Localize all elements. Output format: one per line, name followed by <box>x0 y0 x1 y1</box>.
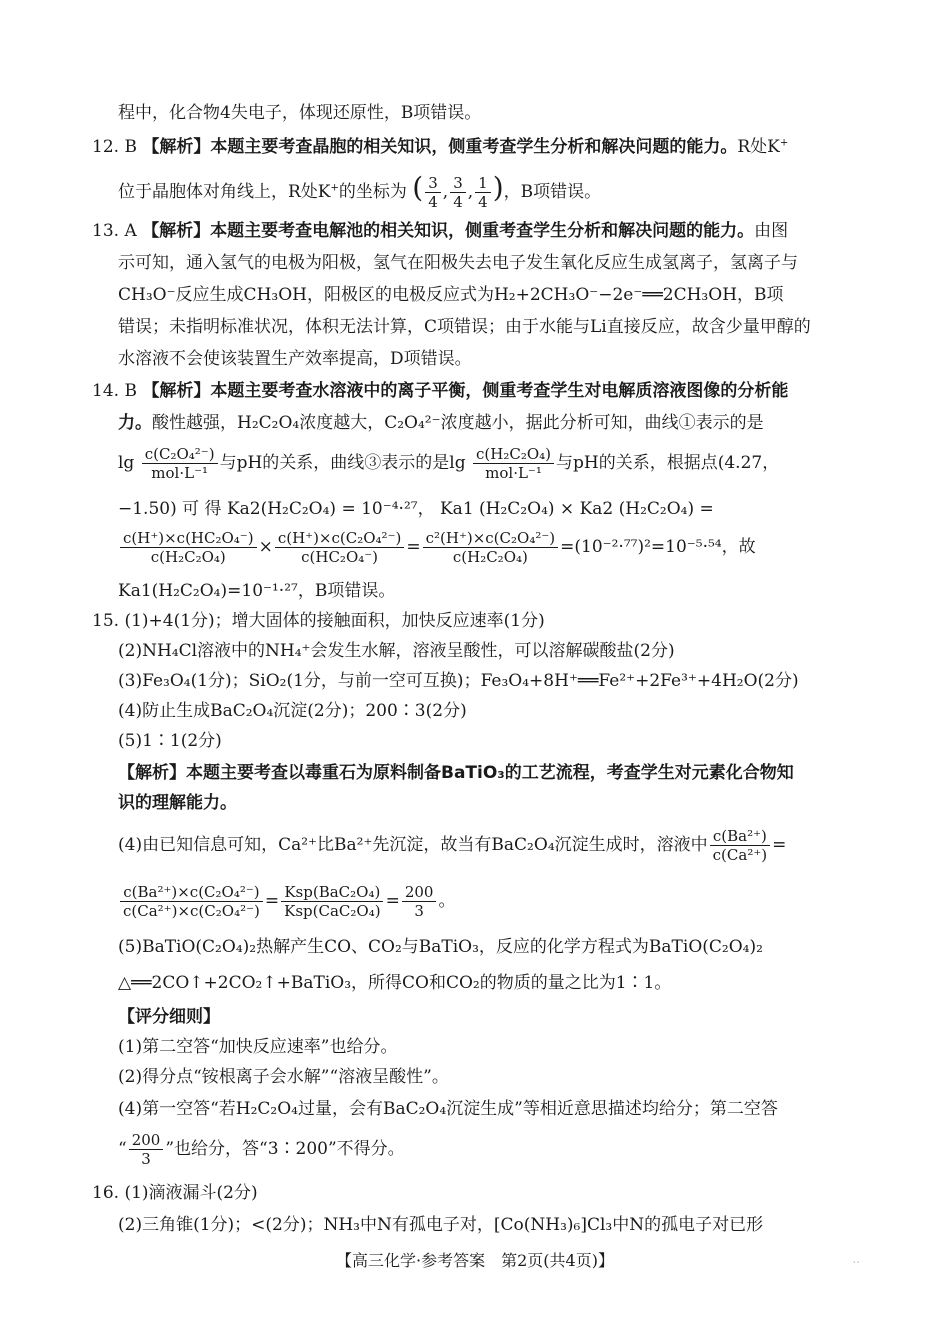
text: 由图 <box>754 221 789 241</box>
text-line <box>118 410 890 436</box>
analysis-tag: 【解析】 <box>118 763 186 783</box>
text: R处K <box>737 137 780 157</box>
coord-z-fraction: $\frac{1}{4}$ <box>475 174 491 211</box>
q15-summary: 本题主要考查以毒重石为原料制备BaTiO₃的工艺流程，考查学生对元素化合物知 <box>186 763 794 783</box>
q13-line <box>92 218 890 244</box>
fraction: $\frac{200}{3}$ <box>129 1131 164 1168</box>
text-line: (4)防止生成BaC₂O₄沉淀(2分)；200∶3(2分) <box>118 701 467 721</box>
text-line: 识的理解能力。 <box>118 793 237 813</box>
text-line: (2)三角锥(1分)；<(2分)；NH₃中N有孤电子对，[Co(NH₃)₆]Cl₃中N的孤电子对已形 <box>118 1215 764 1235</box>
fraction: $\frac{\text{c(C₂O₄²⁻)}}{\text{mol·L⁻¹}}$ <box>142 445 218 482</box>
fraction: $\frac{\text{c(H⁺)×c(C₂O₄²⁻)}}{\text{c(HC₂O₄⁻)}}$ <box>275 529 405 566</box>
text-line: Ka1(H₂C₂O₄)=10⁻¹·²⁷，B项错误。 <box>118 581 396 601</box>
q12-coords-line: 位于晶胞体对角线上，R处K+的坐标为 ( $\frac{3}{4}$ , $\frac{3}{4}$ , $\frac{1}{4}$ )，B项错误。 <box>118 171 602 211</box>
text-line: −1.50) 可 得 Ka2(H₂C₂O₄) = 10⁻⁴·²⁷， Ka1 (H₂C₂O₄) × Ka2 (H₂C₂O₄) = <box>118 499 714 519</box>
fraction: $\frac{\text{Ksp(BaC₂O₄)}}{\text{Ksp(CaC₂O₄)}}$ <box>281 883 383 920</box>
fraction: $\frac{\text{c²(H⁺)×c(C₂O₄²⁻)}}{\text{c(H₂C₂O₄)}}$ <box>423 529 559 566</box>
text-line: (2)NH₄Cl溶液中的NH₄⁺会发生水解，溶液呈酸性，可以溶解碳酸盐(2分) <box>118 641 675 661</box>
text: 力。 <box>118 413 152 433</box>
q15-line: 15. (1)+4(1分)；增大固体的接触面积，加快反应速率(1分) <box>92 611 545 631</box>
text-line: (2)得分点“铵根离子会水解”“溶液呈酸性”。 <box>118 1067 449 1087</box>
text: 的坐标为 <box>338 182 407 202</box>
text-line: (1)第二空答“加快反应速率”也给分。 <box>118 1037 398 1057</box>
text: 。 <box>438 891 456 911</box>
q13-answer: 13. A <box>92 221 137 241</box>
fraction: $\frac{\text{c(H₂C₂O₄)}}{\text{mol·L⁻¹}}$ <box>473 445 554 482</box>
fraction: $\frac{\text{c(Ba²⁺)×c(C₂O₄²⁻)}}{\text{c(Ca²⁺)×c(C₂O₄²⁻)}}$ <box>120 883 263 920</box>
text-line: (4)第一空答“若H₂C₂O₄过量，会有BaC₂O₄沉淀生成”等相近意思描述均给分；第二空答 <box>118 1099 778 1119</box>
coord-x-fraction: $\frac{3}{4}$ <box>425 174 441 211</box>
analysis-tag: 【解析】 <box>142 381 211 401</box>
text: = <box>772 835 787 855</box>
text: 位于晶胞体对角线上，R处K <box>118 182 331 202</box>
analysis-tag: 【解析】 <box>142 221 211 241</box>
q14-lg-line <box>118 440 890 486</box>
q15-ksp-line <box>118 878 890 924</box>
text-line: (5)BaTiO(C₂O₄)₂热解产生CO、CO₂与BaTiO₃，反应的化学方程式为BaTiO(C₂O₄)₂ <box>118 937 763 957</box>
text-line: 程中，化合物4失电子，体现还原性，B项错误。 <box>118 103 482 123</box>
q12-answer: 12. B <box>92 137 137 157</box>
text-line: △══2CO↑+2CO₂↑+BaTiO₃，所得CO和CO₂的物质的量之比为1∶1。 <box>118 973 672 993</box>
scan-mark: .. <box>852 1252 860 1266</box>
coord-y-fraction: $\frac{3}{4}$ <box>450 174 466 211</box>
text: × <box>258 537 273 557</box>
text: 与pH的关系，曲线③表示的是lg <box>219 453 466 473</box>
text: lg <box>118 453 135 473</box>
text: (4)由已知信息可知，Ca²⁺比Ba²⁺先沉淀，故当有BaC₂O₄沉淀生成时，溶液中 <box>118 835 708 855</box>
q14-line <box>92 378 890 404</box>
text: =(10⁻²·⁷⁷)²=10⁻⁵·⁵⁴，故 <box>560 537 756 557</box>
fraction: $\frac{200}{3}$ <box>402 883 437 920</box>
fraction: $\frac{\text{c(H⁺)×c(HC₂O₄⁻)}}{\text{c(H₂C₂O₄)}}$ <box>120 529 257 566</box>
text: 酸性越强，H₂C₂O₄浓度越大，C₂O₄²⁻浓度越小，据此分析可知，曲线①表示的是 <box>152 413 764 433</box>
text: = <box>406 537 421 557</box>
text-line: 错误；未指明标准状况，体积无法计算，C项错误；由于水能与Li直接反应，故含少量甲醇的 <box>118 317 811 337</box>
text: = <box>264 891 280 911</box>
q12-summary: 本题主要考查晶胞的相关知识，侧重考查学生分析和解决问题的能力。 <box>210 137 738 157</box>
analysis-tag: 【解析】 <box>142 137 211 157</box>
text: 与pH的关系，根据点(4.27， <box>556 453 780 473</box>
text: ”也给分，答“3∶200”不得分。 <box>165 1139 405 1159</box>
text-line: (5)1∶1(2分) <box>118 731 222 751</box>
q14-summary: 本题主要考查水溶液中的离子平衡，侧重考查学生对电解质溶液图像的分析能 <box>210 381 789 401</box>
q13-summary: 本题主要考查电解池的相关知识，侧重考查学生分析和解决问题的能力。 <box>210 221 755 241</box>
text: = <box>385 891 400 911</box>
grading-heading: 【评分细则】 <box>118 1007 220 1027</box>
text-line: 示可知，通入氢气的电极为阳极，氢气在阳极失去电子发生氧化反应生成氢离子，氢离子与 <box>118 253 798 273</box>
grading-fraction-line <box>118 1126 890 1172</box>
q14-ka-line <box>118 524 890 570</box>
text-line: CH₃O⁻反应生成CH₃OH，阳极区的电极反应式为H₂+2CH₃O⁻−2e⁻══2CH₃OH，B项 <box>118 285 784 305</box>
q16-line: 16. (1)滴液漏斗(2分) <box>92 1183 258 1203</box>
text-line: 水溶液不会使该装置生产效率提高，D项错误。 <box>118 349 472 369</box>
q14-answer: 14. B <box>92 381 137 401</box>
page-footer: 【高三化学·参考答案 第2页(共4页)】 <box>336 1251 614 1270</box>
text: ，B项错误。 <box>503 182 602 202</box>
q15-analysis-line <box>118 760 890 786</box>
text-line: (3)Fe₃O₄(1分)；SiO₂(1分，与前一空可互换)；Fe₃O₄+8H⁺══Fe²⁺+2Fe³⁺+4H₂O(2分) <box>118 671 799 691</box>
fraction: $\frac{\text{c(Ba²⁺)}}{\text{c(Ca²⁺)}}$ <box>710 827 770 864</box>
text: “ <box>118 1139 127 1159</box>
q12-line: 12. B 【解析】本题主要考查晶胞的相关知识，侧重考查学生分析和解决问题的能力。R处K+ <box>92 137 789 157</box>
q15-ratio-line <box>118 822 890 868</box>
